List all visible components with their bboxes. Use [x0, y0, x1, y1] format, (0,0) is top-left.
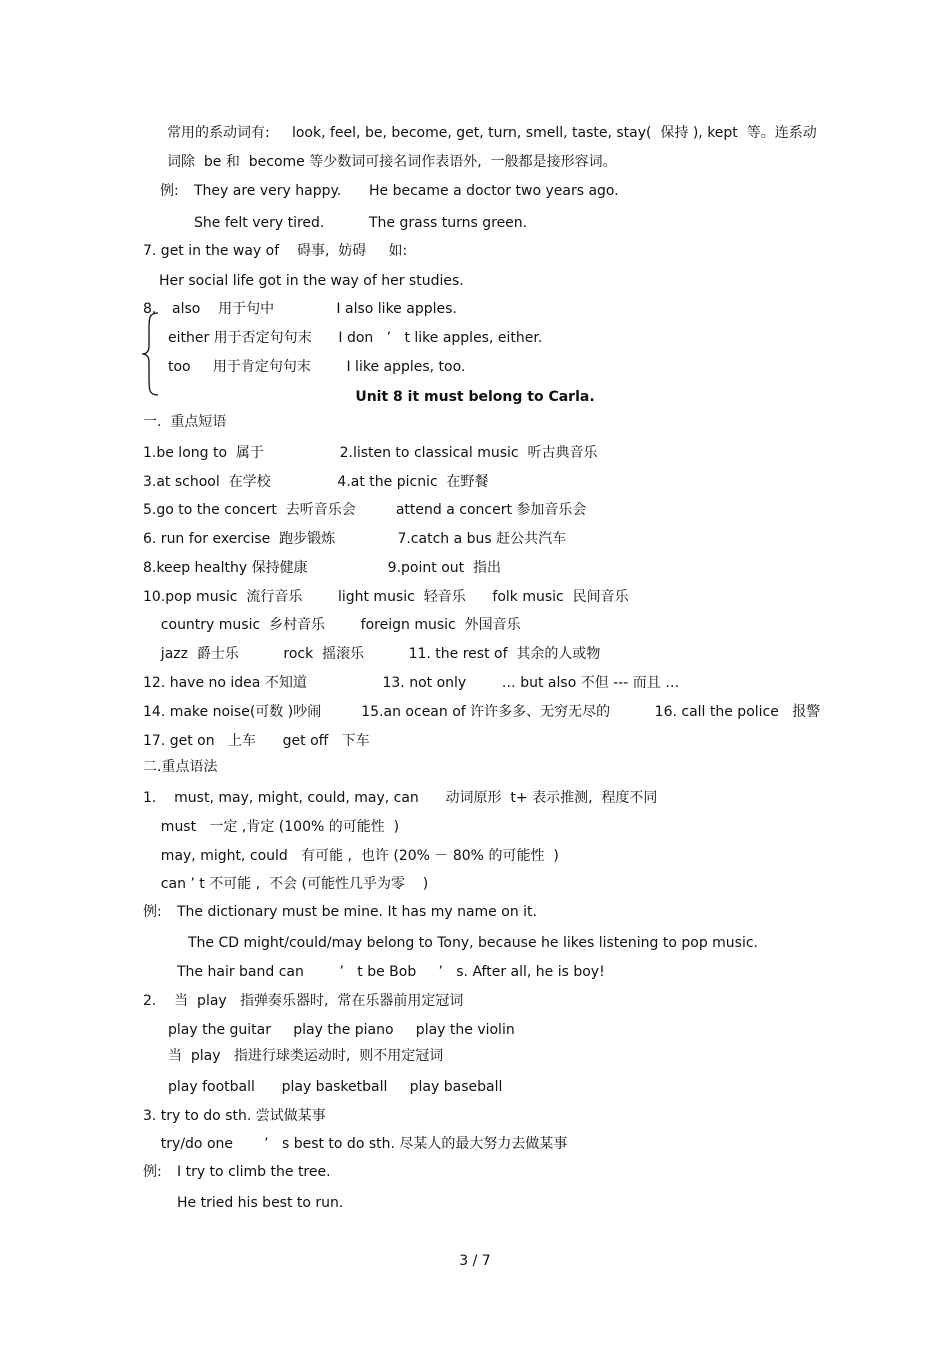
example-sentence: He became a doctor two years ago. — [369, 183, 619, 199]
phrase-row: 6. run for exercise 跑步锻炼 7.catch a bus 赶公共汽车 — [143, 531, 567, 547]
example-sentence: The CD might/could/may belong to Tony, because he likes listening to pop music. — [188, 935, 759, 951]
phrase-row: country music 乡村音乐 foreign music 外国音乐 — [143, 617, 521, 633]
item-7-example: Her social life got in the way of her studies. — [159, 273, 464, 289]
phrase-row: 12. have no idea 不知道 13. not only … but also 不但 --- 而且 … — [143, 675, 680, 691]
phrase-row: 5.go to the concert 去听音乐会 attend a concert 参加音乐会 — [143, 502, 587, 518]
grammar-1-must: must 一定 ,肯定 (100% 的可能性 ) — [143, 819, 400, 835]
phrase-row: jazz 爵士乐 rock 摇滚乐 11. the rest of 其余的人或物 — [143, 646, 601, 662]
grammar-1-heading: 1. must, may, might, could, may, can 动词原形 t+ 表示推测, 程度不同 — [143, 790, 658, 806]
grammar-1-may: may, might, could 有可能 , 也许 (20% － 80% 的可能性 ) — [143, 848, 559, 864]
unit-title: Unit 8 it must belong to Carla. — [355, 389, 595, 405]
grammar-1-cant: can ’ t 不可能 , 不会 (可能性几乎为零 ) — [143, 876, 429, 892]
example-sentence: The dictionary must be mine. It has my name on it. — [177, 904, 537, 920]
intro-line-2: 词除 be 和 become 等少数词可接名词作表语外, 一般都是接形容词。 — [167, 154, 617, 170]
example-label: 例: — [160, 183, 179, 199]
grammar-2-line: play the guitar play the piano play the violin — [168, 1022, 515, 1038]
example-label: 例: — [143, 904, 162, 920]
item-8-number: 8. — [143, 301, 157, 317]
example-sentence: He tried his best to run. — [177, 1195, 344, 1211]
example-sentence: The grass turns green. — [369, 215, 528, 231]
grammar-3-line: try/do one ’ s best to do sth. 尽某人的最大努力去做某事 — [143, 1136, 568, 1152]
example-sentence: They are very happy. — [194, 183, 342, 199]
phrase-row: 10.pop music 流行音乐 light music 轻音乐 folk music 民间音乐 — [143, 589, 629, 605]
phrase-row: 1.be long to 属于 2.listen to classical music 听古典音乐 — [143, 445, 598, 461]
phrase-row: 14. make noise(可数 )吵闹 15.an ocean of 许许多多、无穷无尽的 16. call the police 报警 — [143, 704, 821, 720]
phrase-row: 8.keep healthy 保持健康 9.point out 指出 — [143, 560, 502, 576]
phrase-row: 17. get on 上车 get off 下车 — [143, 733, 370, 749]
example-label: 例: — [143, 1164, 162, 1180]
grammar-2-line: play football play basketball play baseball — [168, 1079, 503, 1095]
grammar-2-line: 当 play 指进行球类运动时, 则不用定冠词 — [168, 1048, 444, 1064]
example-sentence: I try to climb the tree. — [177, 1164, 331, 1180]
intro-line-1: 常用的系动词有: look, feel, be, become, get, turn, smell, taste, stay( 保持 ), kept 等。连系动 — [167, 125, 817, 141]
example-sentence: The hair band can ’ t be Bob ’ s. After all, he is boy! — [177, 964, 605, 980]
item-8-also: also 用于句中 I also like apples. — [172, 301, 457, 317]
curly-brace-icon — [140, 312, 160, 396]
grammar-3-heading: 3. try to do sth. 尝试做某事 — [143, 1108, 326, 1124]
section-heading-grammar: 二.重点语法 — [143, 759, 218, 775]
phrase-row: 3.at school 在学校 4.at the picnic 在野餐 — [143, 474, 489, 490]
section-heading-phrases: 一. 重点短语 — [143, 414, 227, 430]
page-number: 3 / 7 — [459, 1253, 491, 1269]
item-7-heading: 7. get in the way of 碍事, 妨碍 如: — [143, 243, 408, 259]
grammar-2-heading: 2. 当 play 指弹奏乐器时, 常在乐器前用定冠词 — [143, 993, 464, 1009]
example-sentence: She felt very tired. — [194, 215, 325, 231]
item-8-too: too 用于肯定句句末 I like apples, too. — [168, 359, 466, 375]
item-8-either: either 用于否定句句末 I don ’ t like apples, either. — [168, 330, 543, 346]
